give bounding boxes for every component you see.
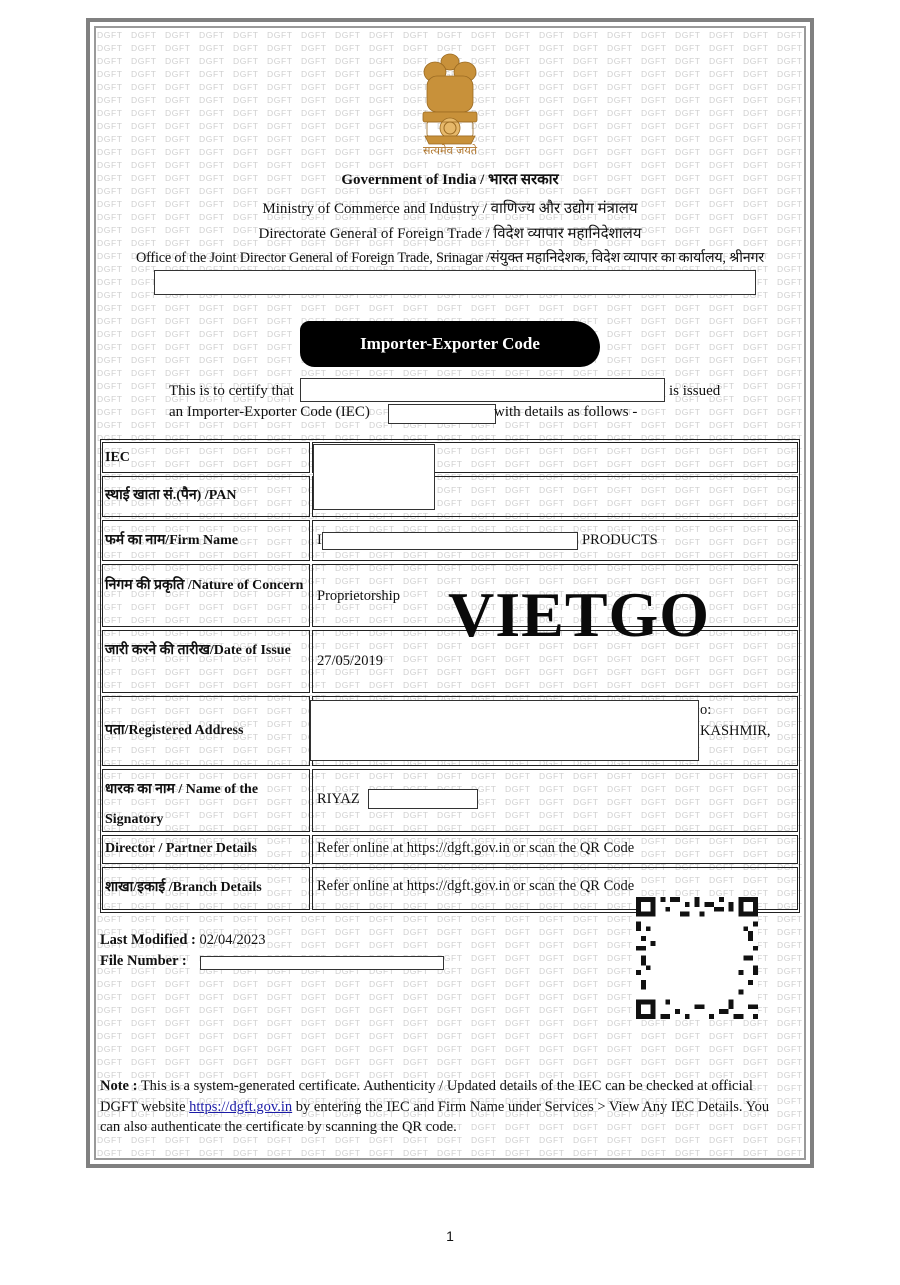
government-heading: Government of India / भारत सरकार: [341, 172, 559, 188]
certificate-title: Importer-Exporter Code: [300, 321, 600, 367]
redacted-iec-pan: [313, 444, 435, 510]
address-value: KASHMIR,: [700, 723, 771, 739]
office-heading: Office of the Joint Director General of Foreign Trade, Srinagar /संयुक्त महानिदेशक, विदेश व्यापार का कार्यालय, श्रीनगर: [135, 250, 765, 266]
firm-name-value: PRODUCTS: [582, 532, 658, 548]
last-modified: [100, 932, 266, 949]
firm-name-prefix: I: [317, 532, 322, 548]
iec-issued-prefix: an Importer-Exporter Code (IEC): [169, 404, 370, 420]
file-number: [100, 953, 187, 970]
branch-details-label: शाखा/इकाई /Branch Details: [105, 880, 262, 895]
authenticity-note: [100, 1076, 790, 1138]
iec-label: IEC: [105, 450, 130, 465]
redacted-firm-name: [300, 378, 665, 402]
redacted-file-number: [200, 956, 444, 970]
directorate-heading: Directorate General of Foreign Trade / विदेश व्यापार महानिदेशालय: [258, 226, 642, 242]
partner-details-label: Director / Partner Details: [105, 841, 258, 856]
ministry-heading: Ministry of Commerce and Industry / वाणिज्य और उद्योग मंत्रालय: [262, 201, 638, 217]
registered-address-label: पता/Registered Address: [105, 723, 244, 738]
certify-suffix: is issued: [669, 383, 721, 399]
date-of-issue-label: जारी करने की तारीख/Date of Issue: [105, 643, 291, 658]
certify-prefix: This is to certify that: [169, 383, 294, 399]
redacted-signatory-surname: [368, 789, 478, 809]
firm-name-label: फर्म का नाम/Firm Name: [105, 533, 239, 548]
page-number: 1: [446, 1228, 454, 1244]
partner-details-value: Refer online at https://dgft.gov.in or scan the QR Code: [317, 840, 635, 856]
date-of-issue-value: 27/05/2019: [317, 653, 384, 669]
address-value-fragment: o:: [700, 702, 712, 718]
last-modified-value: 02/04/2023: [199, 932, 266, 948]
note-text-before: This is a system-generated certificate. Authenticity / Updated details of the IEC can be checked at official DGFT website: [100, 1078, 753, 1115]
file-number-label: File Number :: [100, 953, 187, 969]
dgft-website-link[interactable]: https://dgft.gov.in: [189, 1098, 293, 1115]
nature-of-concern-value: Proprietorship: [317, 588, 400, 604]
table-row: [102, 442, 310, 473]
signatory-value: RIYAZ: [317, 791, 360, 807]
redacted-address: [310, 700, 699, 761]
branch-details-value: Refer online at https://dgft.gov.in or scan the QR Code: [317, 878, 635, 894]
pan-label: स्थाई खाता सं.(पैन) /PAN: [105, 488, 237, 503]
redacted-iec-number: [388, 404, 496, 424]
nature-of-concern-label: निगम की प्रकृति /Nature of Concern: [105, 578, 304, 593]
qr-code-icon[interactable]: [636, 897, 758, 1019]
redacted-firm-name-value: [322, 532, 578, 550]
note-text-after: by entering the IEC and Firm Name under Services > View Any IEC Details. You can also authenticate the certificate by scanning the QR code.: [100, 1098, 770, 1135]
redacted-office-address: [154, 270, 756, 295]
iec-issued-suffix: with details as follows -: [494, 404, 638, 420]
emblem-motto: सत्यमेव जयते: [422, 144, 477, 157]
signatory-label: धारक का नाम / Name of the Signatory: [105, 782, 259, 827]
note-label: Note :: [100, 1078, 138, 1094]
vietgo-watermark: VIETGO: [448, 579, 711, 650]
last-modified-label: Last Modified :: [100, 932, 196, 948]
